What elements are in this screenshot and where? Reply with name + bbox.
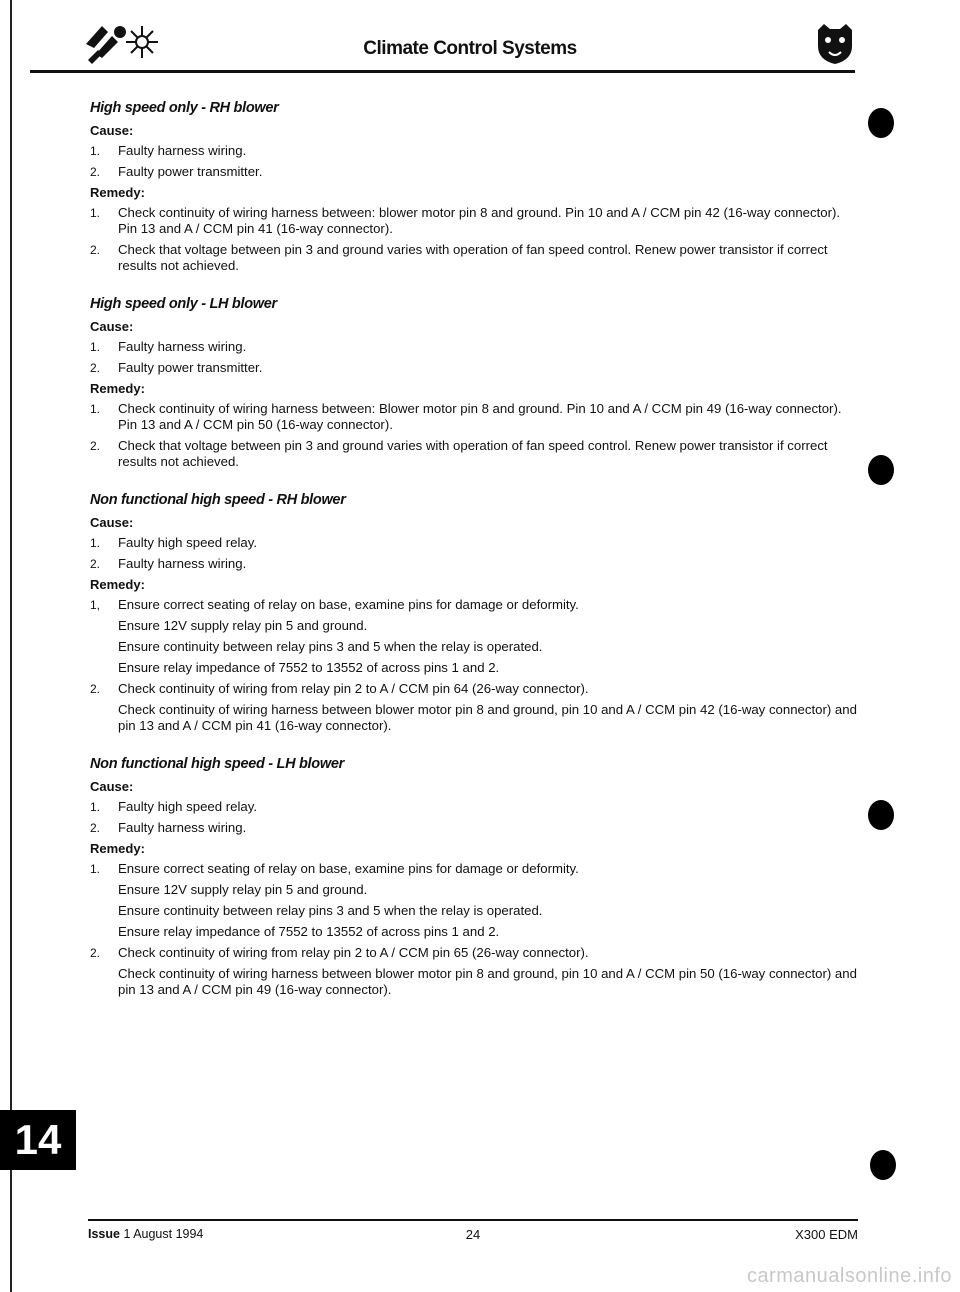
- cause-label: Cause:: [90, 319, 134, 334]
- cause-item: [90, 556, 860, 572]
- cause-item: [90, 360, 860, 376]
- remedy-item: [90, 401, 860, 433]
- remedy-item: [90, 242, 860, 274]
- remedy-subline: Ensure 12V supply relay pin 5 and ground.: [118, 882, 368, 897]
- cause-item: [90, 339, 860, 355]
- item-number: 1.: [90, 800, 101, 814]
- document-body: [90, 100, 860, 1020]
- item-text: Check continuity of wiring from relay pin 2 to A / CCM pin 64 (26-way connector).: [118, 681, 589, 696]
- cause-item: [90, 820, 860, 836]
- remedy-label: Remedy:: [90, 185, 145, 200]
- cause-label: Cause:: [90, 779, 134, 794]
- remedy-item: [90, 205, 860, 237]
- item-text: Faulty harness wiring.: [118, 556, 247, 571]
- issue-date: 1 August 1994: [123, 1227, 204, 1241]
- item-number: 1.: [90, 536, 101, 550]
- item-number: 1.: [90, 862, 101, 876]
- header-divider: [30, 70, 855, 73]
- item-number: 1,: [90, 598, 101, 612]
- remedy-item: [90, 861, 860, 877]
- item-number: 2.: [90, 682, 101, 696]
- registration-dot: [868, 108, 894, 138]
- remedy-subline: Ensure relay impedance of 7552 to 13552 of across pins 1 and 2.: [118, 660, 500, 675]
- item-number: 2.: [90, 165, 101, 179]
- cause-label: Cause:: [90, 123, 134, 138]
- item-text: Faulty power transmitter.: [118, 164, 263, 179]
- section-title: Non functional high speed - LH blower: [90, 756, 344, 772]
- page-number: 24: [465, 1227, 481, 1242]
- cause-item: [90, 164, 860, 180]
- item-number: 1.: [90, 144, 101, 158]
- cause-item: [90, 143, 860, 159]
- item-number: 1.: [90, 340, 101, 354]
- remedy-item: [90, 438, 860, 470]
- item-text: Check that voltage between pin 3 and ground varies with operation of fan speed control. Renew power transistor if correct results not achieved.: [118, 242, 828, 273]
- remedy-subline: Ensure 12V supply relay pin 5 and ground.: [118, 618, 368, 633]
- item-text: Check that voltage between pin 3 and ground varies with operation of fan speed control. Renew power transistor if correct results not achieved.: [118, 438, 828, 469]
- watermark: carmanualsonline.info: [746, 1265, 952, 1287]
- registration-dot: [868, 455, 894, 485]
- item-text: Ensure correct seating of relay on base, examine pins for damage or deformity.: [118, 597, 579, 612]
- cause-item: [90, 799, 860, 815]
- page-header: [80, 20, 860, 76]
- remedy-label: Remedy:: [90, 577, 145, 592]
- document-code: X300 EDM: [795, 1227, 858, 1242]
- item-number: 2.: [90, 361, 101, 375]
- section-title: High speed only - RH blower: [90, 100, 279, 116]
- item-text: Faulty harness wiring.: [118, 820, 247, 835]
- header-logo-jaguar: [812, 20, 858, 66]
- remedy-subline: Ensure continuity between relay pins 3 and 5 when the relay is operated.: [118, 639, 543, 654]
- section-non-functional-lh: [90, 756, 860, 998]
- remedy-item: [90, 681, 860, 697]
- item-text: Faulty power transmitter.: [118, 360, 263, 375]
- item-text: Faulty high speed relay.: [118, 535, 258, 550]
- remedy-label: Remedy:: [90, 841, 145, 856]
- cause-label: Cause:: [90, 515, 134, 530]
- remedy-subline: Check continuity of wiring harness between blower motor pin 8 and ground, pin 10 and A / CCM pin 50 (16-way connector) and pin 13 and A / CCM pin 49 (16-way connector).: [118, 966, 857, 997]
- item-text: Faulty harness wiring.: [118, 143, 247, 158]
- remedy-item: [90, 597, 860, 613]
- item-text: Faulty harness wiring.: [118, 339, 247, 354]
- cause-item: [90, 535, 860, 551]
- jaguar-head-logo-icon: [812, 20, 858, 66]
- item-number: 2.: [90, 439, 101, 453]
- footer-divider: [88, 1219, 858, 1221]
- item-number: 2.: [90, 821, 101, 835]
- issue-word: Issue: [88, 1227, 120, 1241]
- item-number: 2.: [90, 243, 101, 257]
- item-number: 2.: [90, 946, 101, 960]
- remedy-item: [90, 945, 860, 961]
- item-text: Check continuity of wiring harness between: blower motor pin 8 and ground. Pin 10 and A / CCM pin 42 (16-way connector). Pin 13 and A / CCM pin 41 (16-way connector).: [118, 205, 841, 236]
- remedy-subline: Check continuity of wiring harness between blower motor pin 8 and ground, pin 10 and A / CCM pin 42 (16-way connector) and pin 13 and A / CCM pin 41 (16-way connector).: [118, 702, 857, 733]
- page-title: Climate Control Systems: [363, 38, 577, 59]
- registration-dot: [870, 1150, 896, 1180]
- item-text: Check continuity of wiring harness between: Blower motor pin 8 and ground. Pin 10 and A / CCM pin 49 (16-way connector). Pin 13 and A / CCM pin 50 (16-way connector).: [118, 401, 842, 432]
- section-high-speed-lh: [90, 296, 860, 470]
- item-number: 1.: [90, 206, 101, 220]
- section-title: Non functional high speed - RH blower: [90, 492, 346, 508]
- section-high-speed-rh: [90, 100, 860, 274]
- remedy-subline: Ensure continuity between relay pins 3 and 5 when the relay is operated.: [118, 903, 543, 918]
- item-number: 2.: [90, 557, 101, 571]
- page-edge-line: [10, 0, 12, 1292]
- section-non-functional-rh: [90, 492, 860, 734]
- remedy-subline: Ensure relay impedance of 7552 to 13552 of across pins 1 and 2.: [118, 924, 500, 939]
- item-text: Faulty high speed relay.: [118, 799, 258, 814]
- item-text: Ensure correct seating of relay on base, examine pins for damage or deformity.: [118, 861, 579, 876]
- registration-dot: [868, 800, 894, 830]
- item-text: Check continuity of wiring from relay pin 2 to A / CCM pin 65 (26-way connector).: [118, 945, 589, 960]
- remedy-label: Remedy:: [90, 381, 145, 396]
- section-tab: 14: [0, 1110, 76, 1170]
- section-title: High speed only - LH blower: [90, 296, 277, 312]
- item-number: 1.: [90, 402, 101, 416]
